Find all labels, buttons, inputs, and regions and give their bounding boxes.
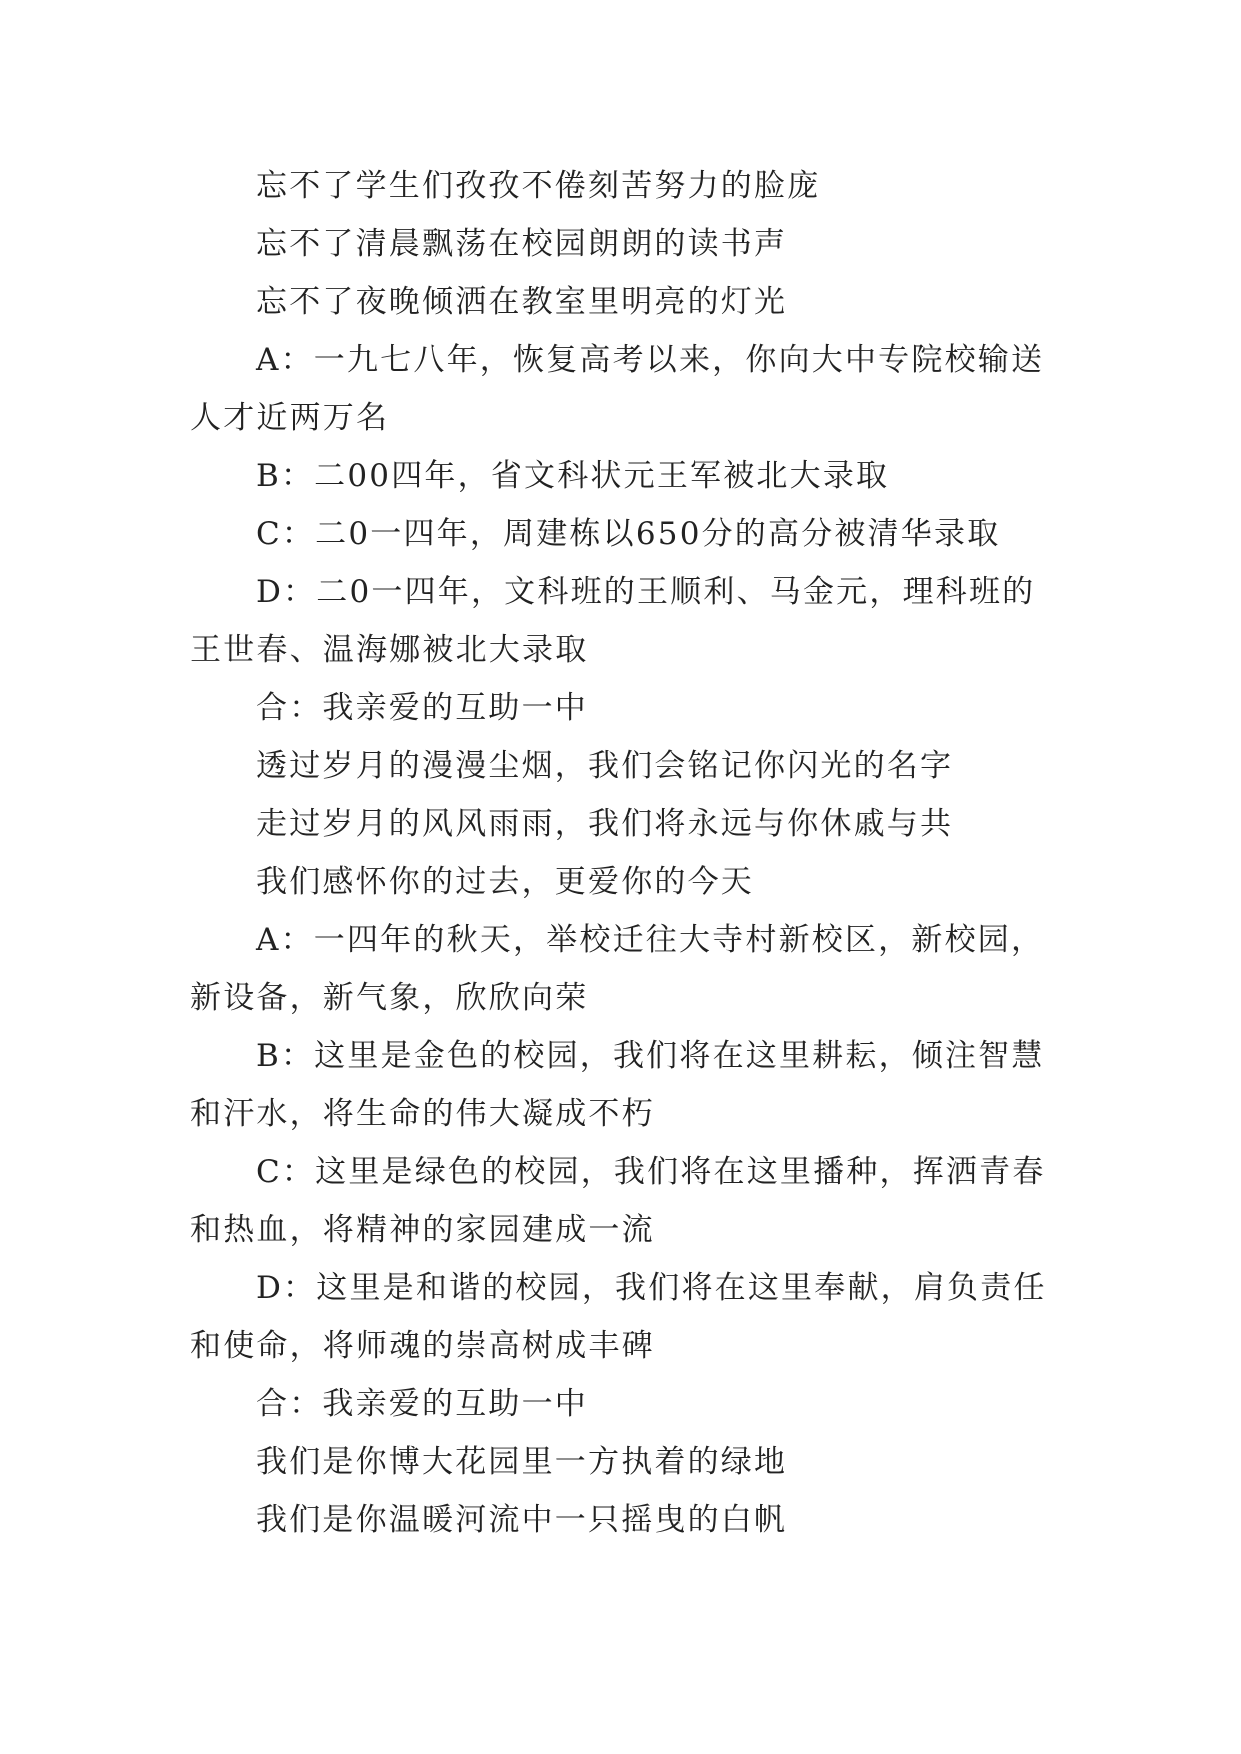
paragraph-line: 我们是你博大花园里一方执着的绿地: [256, 1444, 788, 1480]
paragraph-line: 走过岁月的风风雨雨，我们将永远与你休戚与共: [256, 806, 954, 842]
paragraph-line: 合：我亲爱的互助一中: [256, 1386, 588, 1422]
document-body: [190, 157, 1050, 1549]
paragraph-line: 我们是你温暖河流中一只摇曳的白帆: [256, 1502, 788, 1538]
paragraph-line: 忘不了学生们孜孜不倦刻苦努力的脸庞: [256, 168, 821, 204]
paragraph-line: D：二0一四年，文科班的王顺利、马金元，理科班的: [256, 574, 1036, 610]
paragraph-continuation-line: 新设备，新气象，欣欣向荣: [190, 980, 589, 1016]
paragraph-line: A：一四年的秋天，举校迁往大寺村新校区，新校园，: [256, 922, 1045, 958]
paragraph-line: C：二0一四年，周建栋以650分的高分被清华录取: [256, 516, 1001, 552]
paragraph-line: 合：我亲爱的互助一中: [256, 690, 588, 726]
paragraph-line: 透过岁月的漫漫尘烟，我们会铭记你闪光的名字: [256, 748, 954, 784]
paragraph-continuation-line: 和热血，将精神的家园建成一流: [190, 1212, 655, 1248]
paragraph-continuation-line: 和使命，将师魂的崇高树成丰碑: [190, 1328, 655, 1364]
paragraph-continuation-line: 和汗水，将生命的伟大凝成不朽: [190, 1096, 655, 1132]
paragraph-continuation-line: 人才近两万名: [190, 400, 390, 436]
paragraph-line: C：这里是绿色的校园，我们将在这里播种，挥洒青春: [256, 1154, 1046, 1190]
paragraph-line: A：一九七八年，恢复高考以来，你向大中专院校输送: [256, 342, 1045, 378]
paragraph-line: B：这里是金色的校园，我们将在这里耕耘，倾注智慧: [256, 1038, 1045, 1074]
paragraph-line: B：二00四年，省文科状元王军被北大录取: [256, 458, 890, 494]
paragraph-line: 忘不了夜晚倾洒在教室里明亮的灯光: [256, 284, 788, 320]
paragraph-line: D：这里是和谐的校园，我们将在这里奉献，肩负责任: [256, 1270, 1047, 1306]
paragraph-line: 我们感怀你的过去，更爱你的今天: [256, 864, 754, 900]
paragraph-continuation-line: 王世春、温海娜被北大录取: [190, 632, 589, 668]
paragraph-line: 忘不了清晨飘荡在校园朗朗的读书声: [256, 226, 788, 262]
